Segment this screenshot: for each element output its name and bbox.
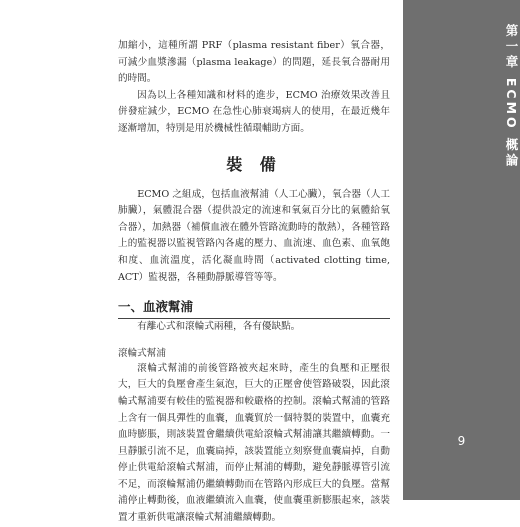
page-number: 9 — [457, 434, 466, 448]
chapter-title: 第一章 ECMO 概論 — [504, 24, 519, 169]
subsection-intro: 有離心式和滾輪式兩種，各有優缺點。 — [137, 321, 301, 333]
section-title: 裝 備 — [226, 154, 282, 174]
paragraph-1: 加縮小，這種所謂 PRF（plasma resistant fiber）氧合器，可減少血漿滲漏（plasma leakage）的問題，延長氧合器耐用的時間。 — [118, 40, 390, 85]
paragraph-equipment: ECMO 之組成，包括血液幫浦（人工心臟），氧合器（人工肺臟），氣體混合器（提供設定的流速和氧氣百分比的氣體給氧合器），加熱器（補償血液在體外管路流動時的散熱），各種管路上的監視器以監視管路內各處的壓力、血流速、血色素、血氧飽和度、血流溫度，活化凝血時間（activated clotting time, ACT）監視器，各種動靜脈導管等等。 — [118, 188, 390, 283]
chapter-side-tab — [403, 0, 520, 500]
sub-subheading: 滾輪式幫浦 — [118, 347, 166, 359]
paragraph-2: 因為以上各種知識和材料的進步，ECMO 治療效果改善且併發症減少，ECMO 在急性心肺衰竭病人的使用，在最近幾年逐漸增加，特別是用於機械性循環輔助方面。 — [118, 89, 390, 134]
page-content — [118, 38, 390, 527]
subsection-heading-bar — [118, 296, 390, 319]
paragraph-roller-pump: 滾輪式幫浦的前後管路被夾起來時，產生的負壓和正壓很大，巨大的負壓會產生氣泡，巨大的正壓會使管路破裂，因此滾輪式幫浦要有較佳的監視器和較嚴格的控制。滾輪式幫浦的管路上含有一個具彈性的血囊，血囊貿於一個特製的裝置中，血囊充血時膨脹，則該裝置會繼續供電給滾輪式幫浦讓其繼續轉動。一旦靜脈引流不足，血囊扁掉，該裝置能立刻察覺血囊扁掉，自動停止供電給滾輪式幫浦，而停止幫浦的轉動，避免靜脈導管引流不足，而滾輪幫浦仍繼續轉動而在管路內形成巨大的負壓。當幫浦停止轉動後，血液繼續流入血囊，使血囊重新膨脹起來，該裝置才重新供電讓滾輪式幫浦繼續轉動。 — [118, 362, 390, 524]
subsection-heading: 一、血液幫浦 — [118, 299, 194, 315]
